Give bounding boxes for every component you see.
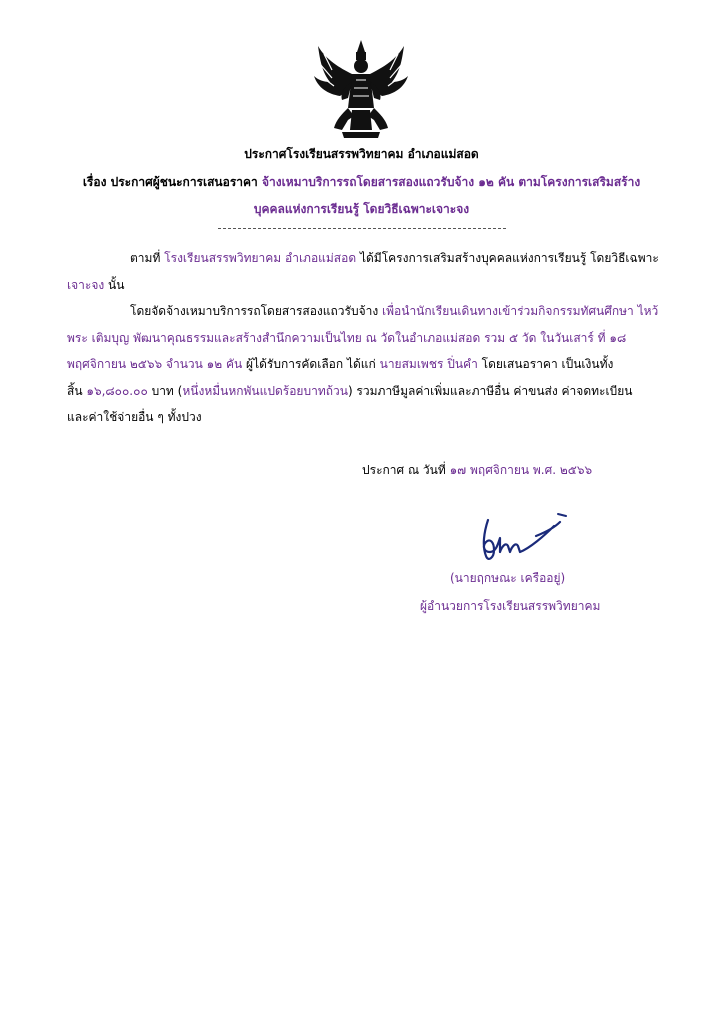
signer-position: ผู้อำนวยการโรงเรียนสรรพวิทยาคม bbox=[420, 599, 601, 613]
para1-text-cont: ได้มีโครงการเสริมสร้างบุคคลแห่งการเรียนรู้ โดยวิธีเฉพาะ bbox=[356, 251, 659, 265]
para2-text: โดยจัดจ้างเหมาบริการรถโดยสารสองแถวรับจ้าง bbox=[130, 304, 379, 318]
amount-words: หนึ่งหมื่นหกพันแปดร้อยบาทถ้วน bbox=[182, 384, 348, 398]
para1-end: นั้น bbox=[104, 278, 125, 292]
garuda-emblem-icon bbox=[312, 38, 410, 140]
school-name: โรงเรียนสรรพวิทยาคม อำเภอแม่สอด bbox=[164, 251, 357, 265]
signer-name: (นายฤกษณะ เครืออยู่) bbox=[450, 571, 566, 585]
para1-text: ตามที่ bbox=[130, 251, 165, 265]
para2-tax-text: ) รวมภาษีมูลค่าเพิ่มและภาษีอื่น ค่าขนส่ง ค่าจดทะเบียน bbox=[347, 384, 633, 398]
para2-price-label: โดยเสนอราคา เป็นเงินทั้ง bbox=[477, 357, 614, 371]
amount-number: ๑๖,๘๐๐.๐๐ bbox=[86, 384, 148, 398]
announce-prefix: ประกาศ ณ วันที่ bbox=[362, 463, 450, 477]
handwritten-signature-icon bbox=[470, 512, 570, 572]
para2-line1 bbox=[130, 303, 658, 319]
subject-line bbox=[0, 173, 723, 192]
para2-purpose: เพื่อนำนักเรียนเดินทางเข้าร่วมกิจกรรมทัศนศึกษา ไหว้ bbox=[378, 304, 659, 318]
para2-line5: และค่าใช้จ่ายอื่น ๆ ทั้งปวง bbox=[67, 410, 202, 424]
announcement-title: ประกาศโรงเรียนสรรพวิทยาคม อำเภอแม่สอด bbox=[244, 147, 479, 161]
para2-total-label: สิ้น bbox=[67, 384, 87, 398]
announce-date: ๑๗ พฤศจิกายน พ.ศ. ๒๕๖๖ bbox=[449, 463, 593, 477]
announce-date-line bbox=[362, 462, 592, 478]
divider bbox=[218, 228, 506, 229]
para2-line4 bbox=[67, 383, 632, 399]
para2-line3 bbox=[67, 356, 613, 372]
para2-selected-label: ผู้ได้รับการคัดเลือก ได้แก่ bbox=[242, 357, 380, 371]
para2-baht: บาท ( bbox=[147, 384, 183, 398]
para1-line2 bbox=[67, 277, 124, 293]
para2-line2: พระ เติมบุญ พัฒนาคุณธรรมและสร้างสำนึกความเป็นไทย ณ วัดในอำเภอแม่สอด รวม ๕ วัด ในวันเสาร์ ที่ ๑๘ bbox=[67, 331, 627, 345]
subject-text: จ้างเหมาบริการรถโดยสารสองแถวรับจ้าง ๑๒ คัน ตามโครงการเสริมสร้าง bbox=[261, 175, 641, 189]
para2-date-qty: พฤศจิกายน ๒๕๖๖ จำนวน ๑๒ คัน bbox=[67, 357, 243, 371]
subject-line-2: บุคคลแห่งการเรียนรู้ โดยวิธีเฉพาะเจาะจง bbox=[253, 202, 470, 216]
para1-method: เจาะจง bbox=[67, 278, 105, 292]
winner-name: นายสมเพชร ปิ่นคำ bbox=[379, 357, 478, 371]
para1-line1 bbox=[130, 250, 659, 266]
subject-prefix: เรื่อง ประกาศผู้ชนะการเสนอราคา bbox=[82, 175, 262, 189]
